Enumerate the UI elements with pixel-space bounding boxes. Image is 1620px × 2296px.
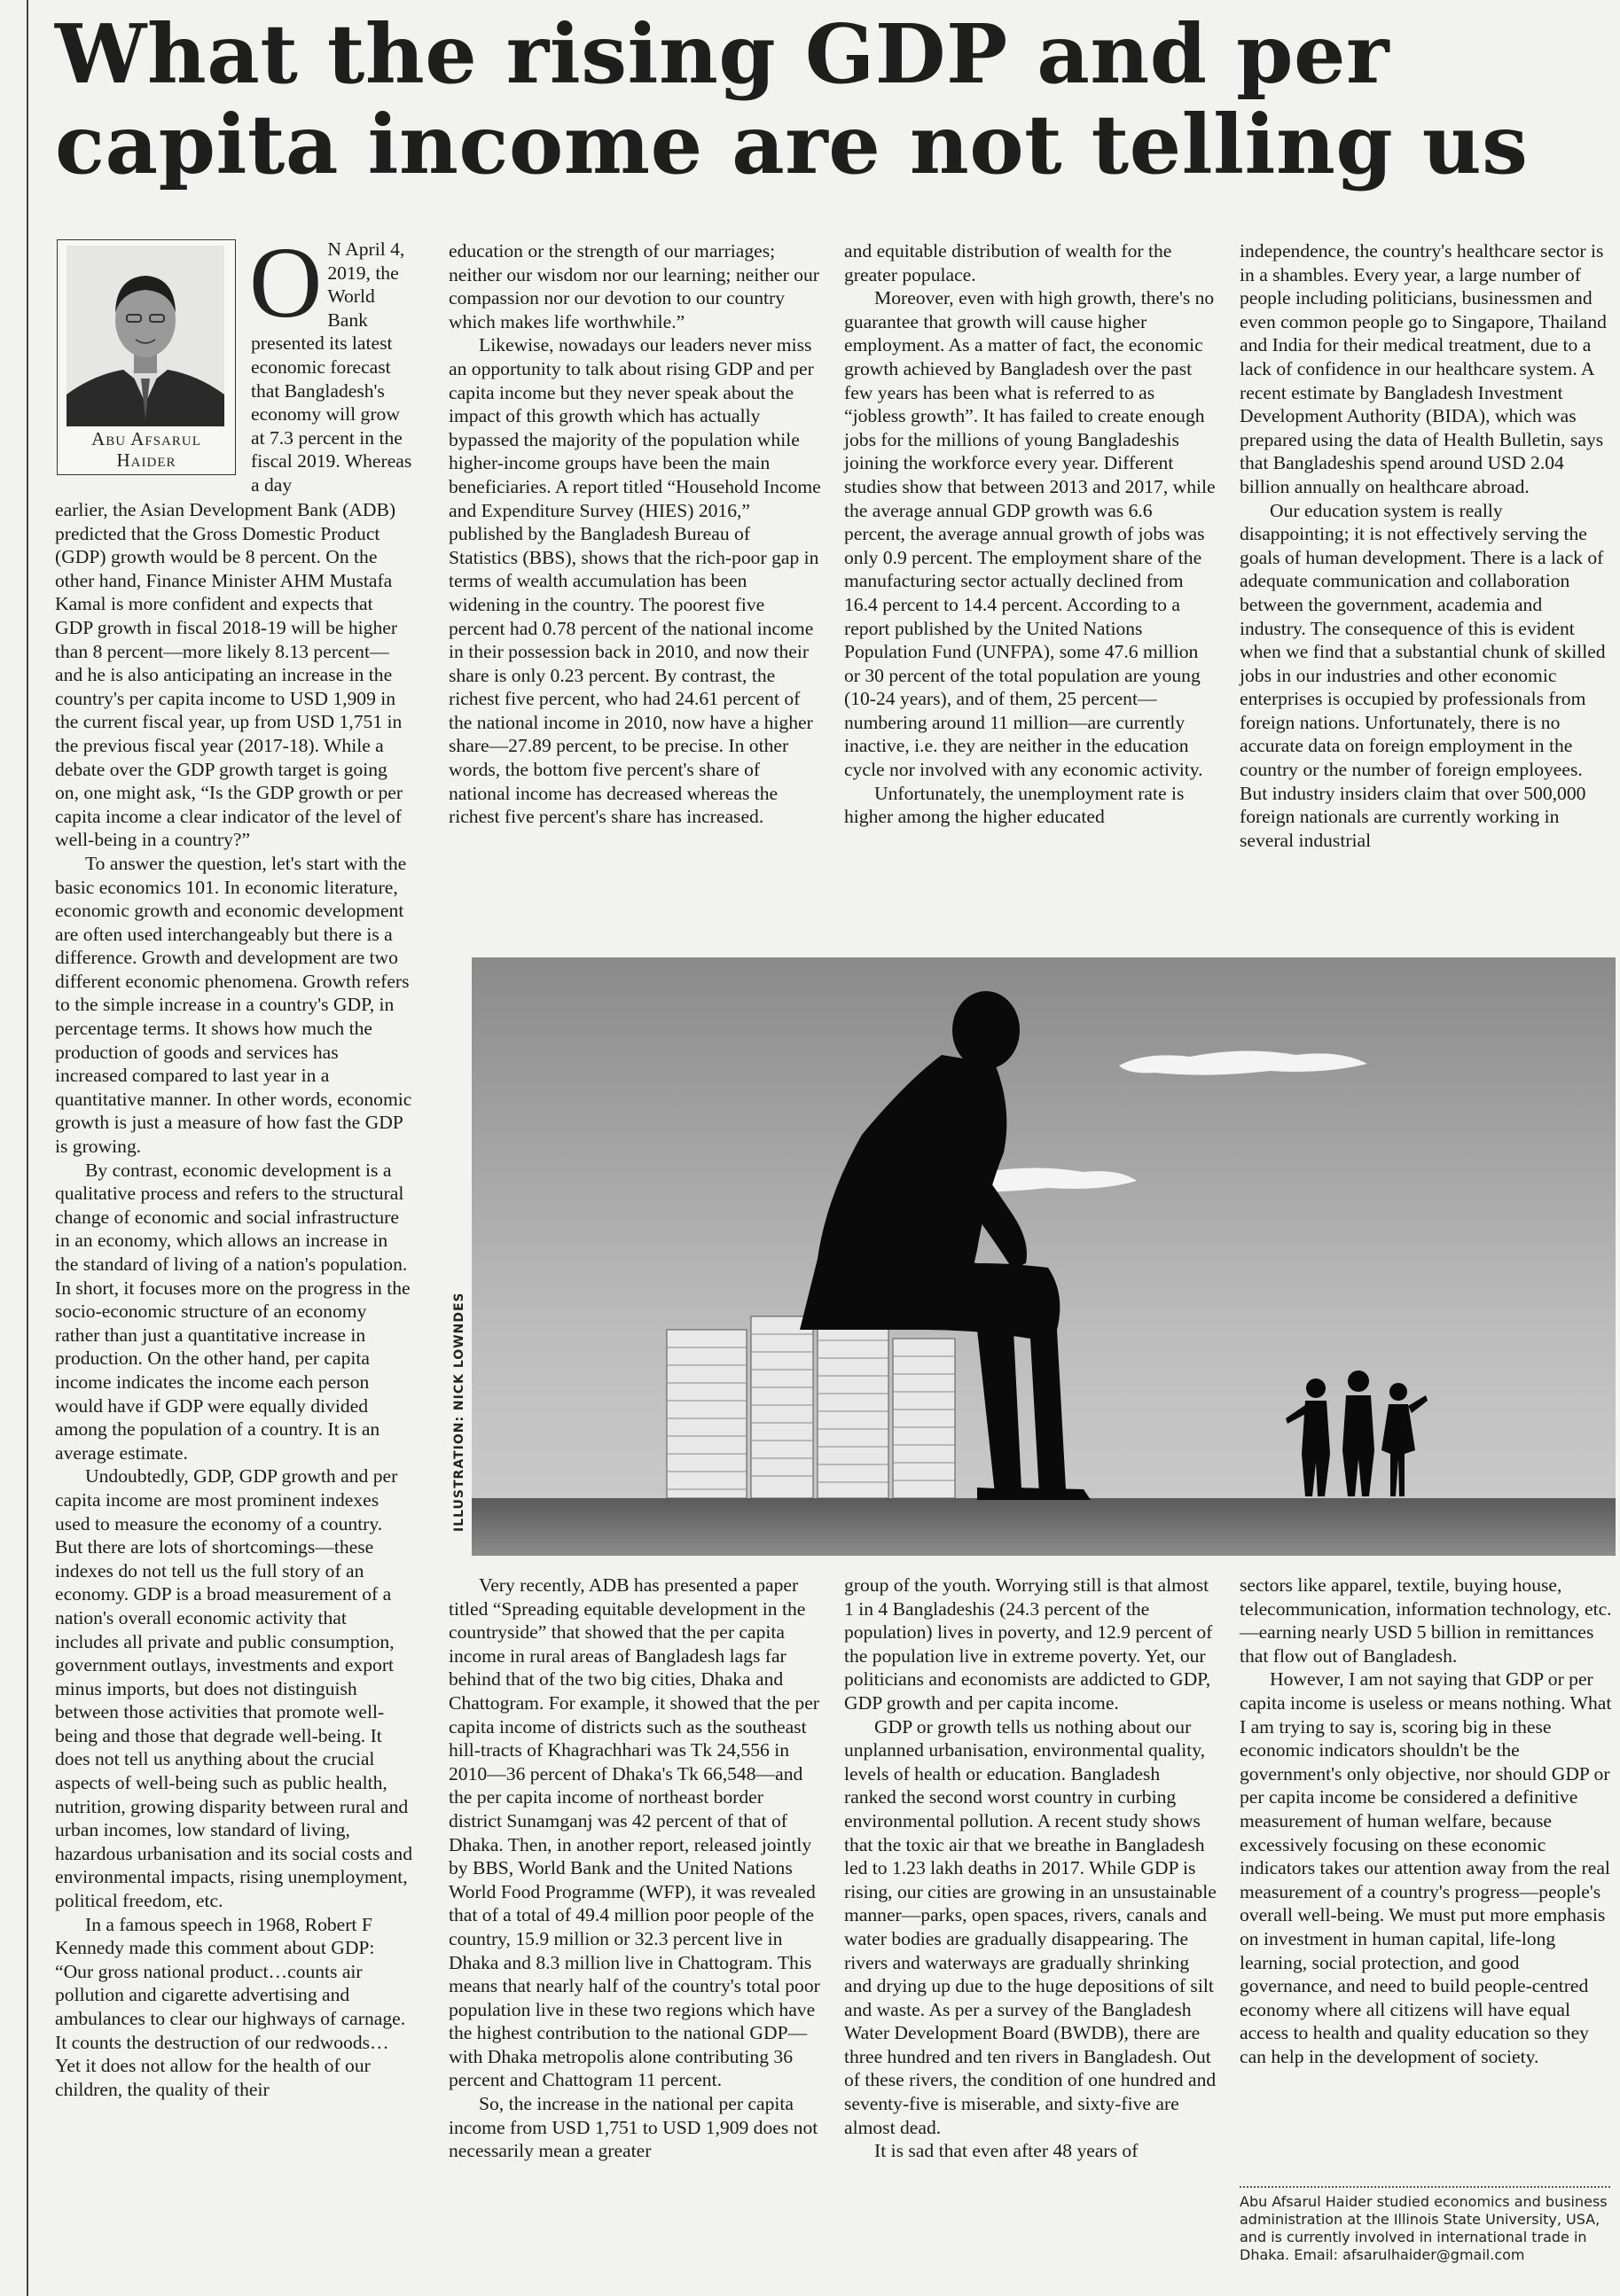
left-margin-rule — [27, 0, 28, 2296]
paragraph: Undoubtedly, GDP, GDP growth and per capita income are most prominent indexes used to measure the economy of a country. But there are lots of shortcomings—these indexes do not tell us the full story of an economy. GDP is a broad measurement of a nation's overall economic activity that includes all private and public consumption, government outlays, investments and export minus imports, but does not distinguish between those activities that promote well-being and those that degrade well-being. It does not tell us anything about the crucial aspects of well-being such as public health, nutrition, growing disparity between rural and urban incomes, low standard of living, hazardous urbanisation and its social costs and environmental impacts, rising unemployment, political freedom, etc. — [55, 1465, 412, 1912]
illustration — [445, 957, 1616, 1556]
paragraph: group of the youth. Worrying still is that almost 1 in 4 Bangladeshis (24.3 percent of the population) lives in poverty, and 12.9 percent of the population live in extreme poverty. Yet, our politicians and economists are addicted to GDP, GDP growth and per capita income. — [844, 1574, 1213, 1714]
column-3-top — [844, 239, 1217, 829]
opening-paragraph — [249, 226, 415, 497]
author-footnote: Abu Afsarul Haider studied economics and business administration at the Illinois State University, USA, and is currently involved in international trade in Dhaka. Email: afsarulhaider@gmail.com — [1240, 2193, 1608, 2263]
paragraph: Our education system is really disappointing; it is not effectively serving the goals of human development. There is a lack of adequate communication and collaboration between the government, academia and industry. The consequence of this is evident when we find that a substantial chunk of skilled jobs in our industries and other economic enterprises is occupied by professionals from foreign nations. Unfortunately, there is no accurate data on foreign employment in the country or the number of foreign employees. But industry insiders claim that over 500,000 foreign nationals are currently working in several industrial — [1240, 499, 1606, 851]
column-2-bottom — [449, 1574, 821, 2163]
column-4-bottom — [1240, 1574, 1612, 2068]
paragraph: In a famous speech in 1968, Robert F Kennedy made this comment about GDP: “Our gross national product…counts air pollution and cigarette advertising and ambulances to clear our highways of carnage. It counts the destruction of our redwoods…Yet it does not allow for the health of our children, the quality of their — [55, 1913, 406, 2100]
paragraph: However, I am not saying that GDP or per capita income is useless or means nothing. What I am trying to say is, scoring big in these economic indicators shouldn't be the government's only objective, nor should GDP or per capita income be considered a definitive measurement of human welfare, because excessively focusing on these economic indicators takes our attention away from the real measurement of a country's progress—people's overall well-being. We must put more emphasis on investment in human capital, life-long learning, social protection, and good governance, and need to build people-centred economy where all citizens will have equal access to health and quality education so they can help in the development of society. — [1240, 1668, 1612, 2067]
paragraph: Likewise, nowadays our leaders never miss an opportunity to talk about rising GDP and per capita income but they never speak about the impact of this growth which has actually bypassed the majority of the population while higher-income groups have been the main beneficiaries. A report titled “Household Income and Expenditure Survey (HIES) 2016,” published by the Bangladesh Bureau of Statistics (BBS), shows that the rich-poor gap in terms of wealth accumulation has been widening in the country. The poorest five percent had 0.78 percent of the national income in their possession back in 2010, and now their share is only 0.23 percent. By contrast, the richest five percent, who had 24.61 percent of the national income in 2010, now have a higher share—27.89 percent, to be precise. In other words, the bottom five percent's share of national income has decreased whereas the richest five percent's share has increased. — [449, 334, 821, 828]
paragraph: education or the strength of our marriages; neither our wisdom nor our learning; neither our compassion nor our devotion to our country which makes life worthwhile.” — [449, 240, 819, 332]
paragraph: Very recently, ADB has presented a paper titled “Spreading equitable development in the countryside” that showed that the per capita income in rural areas of Bangladesh lags far behind that of the two big cities, Dhaka and Chattogram. For example, it showed that the per capita income of districts such as the southeast hill-tracts of Khagrachhari was Tk 24,556 in 2010—36 percent of Dhaka's Tk 66,548—and the per capita income of northeast border district Sunamganj was 42 percent of that of Dhaka. Then, in another report, released jointly by BBS, World Bank and the United Nations World Food Programme (WFP), it was revealed that of a total of 49.4 million poor people of the country, 15.9 million or 32.3 percent live in Dhaka and 8.3 million live in Chattogram. This means that nearly half of the country's total poor population live in these two regions which have the highest contribution to the national GDP—with Dhaka metropolis alone contributing 36 percent and Chattogram 11 percent. — [449, 1574, 820, 2091]
illustration-credit — [445, 1294, 472, 1534]
paragraph: independence, the country's healthcare sector is in a shambles. Every year, a large number of people including politicians, businessmen and even common people go to Singapore, Thailand and India for their medical treatment, due to a lack of confidence in our healthcare system. A recent estimate by Bangladesh Investment Development Authority (BIDA), which was prepared using the data of Health Bulletin, says that Bangladeshis spend around USD 2.04 billion annually on healthcare abroad. — [1240, 240, 1607, 497]
paragraph: Moreover, even with high growth, there's no guarantee that growth will cause higher employment. As a matter of fact, the economic growth achieved by Bangladesh over the past few years has been what is referred to as “jobless growth”. It has failed to create enough jobs for the millions of young Bangladeshis joining the workforce every year. Different studies show that between 2013 and 2017, while the average annual GDP growth was 6.6 percent, the average annual growth of jobs was only 0.9 percent. The employment share of the manufacturing sector actually declined from 16.4 percent to 14.4 percent. According to a report published by the United Nations Population Fund (UNFPA), some 47.6 million or 30 percent of the total population are young (10-24 years), and of them, 25 percent—numbering around 11 million—are currently inactive, i.e. they are neither in the education cycle nor involved with any economic activity. — [844, 287, 1216, 781]
paragraph: By contrast, economic development is a qualitative process and refers to the structural change of economic and social infrastructure in an economy, which allows an increase in the standard of living of a nation's population. In short, it focuses more on the progress in the socio-economic structure of an economy rather than just a quantitative increase in production. On the other hand, per capita income indicates the income each person would have if GDP were equally divided among the population of a country. It is an average estimate. — [55, 1159, 411, 1464]
column-1 — [55, 498, 414, 2101]
paragraph: Unfortunately, the unemployment rate is higher among the higher educated — [844, 782, 1185, 828]
illustration-credit-text: ILLUSTRATION: NICK LOWNDES — [452, 1294, 466, 1532]
footnote-divider — [1240, 2186, 1610, 2188]
column-3-bottom — [844, 1574, 1217, 2163]
column-2-top — [449, 239, 821, 829]
author-name-line1: Abu Afsarul — [91, 428, 201, 449]
author-photo — [67, 246, 224, 426]
author-byline — [58, 428, 235, 471]
paragraph: earlier, the Asian Development Bank (ADB) predicted that the Gross Domestic Product (GDP) growth would be 8 percent. On the other hand, Finance Minister AHM Mustafa Kamal is more confident and expects that GDP growth in fiscal 2018-19 will be higher than 8 percent—more likely 8.13 percent—and he is also anticipating an increase in the country's per capita income to USD 1,909 in the current fiscal year, up from USD 1,751 in the previous fiscal year (2017-18). While a debate over the GDP growth target is going on, one might ask, “Is the GDP growth or per capita income a clear indicator of the level of well-being in a country?” — [55, 499, 403, 851]
column-4-top — [1240, 239, 1612, 852]
drop-cap: O — [249, 226, 323, 339]
paragraph: GDP or growth tells us nothing about our unplanned urbanisation, environmental quality, levels of health or education. Bangladesh ranked the second worst country in curbing environmental pollution. A recent study shows that the toxic air that we breathe in Bangladesh led to 1.23 lakh deaths in 2017. While GDP is rising, our cities are growing in an unsustainable manner—parks, open spaces, rivers, canals and water bodies are gradually disappearing. The rivers and waterways are gradually shrinking and drying up due to the huge depositions of silt and waste. As per a survey of the Bangladesh Water Development Board (BWDB), there are three hundred and ten rivers in Bangladesh. Out of these rivers, the condition of one hundred and seventy-five is miserable, and sixty-five are almost dead. — [844, 1715, 1217, 2138]
opening-text: N April 4, 2019, the World Bank presented its latest economic forecast that Bangladesh's economy will grow at 7.3 percent in the fiscal 2019. Whereas a day — [251, 238, 412, 496]
paragraph: To answer the question, let's start with the basic economics 101. In economic literature, economic growth and economic development are often used interchangeably but there is a difference. Growth and development are two different economic phenomena. Growth refers to the simple increase in a country's GDP, in percentage terms. It shows how much the production of goods and services has increased compared to last year in a quantitative manner. In other words, economic growth is just a measure of how fast the GDP is growing. — [55, 852, 412, 1158]
author-name-line2: Haider — [116, 449, 176, 471]
paragraph: So, the increase in the national per capita income from USD 1,751 to USD 1,909 does not necessarily mean a greater — [449, 2093, 818, 2162]
paragraph: sectors like apparel, textile, buying house, telecommunication, information technology, etc.—earning nearly USD 5 billion in remittances that flow out of Bangladesh. — [1240, 1574, 1612, 1667]
paragraph: and equitable distribution of wealth for the greater populace. — [844, 240, 1172, 285]
author-photo-box — [57, 239, 236, 475]
headline: What the rising GDP and per capita income are not telling us — [55, 6, 1529, 192]
paragraph: It is sad that even after 48 years of — [874, 2140, 1139, 2162]
